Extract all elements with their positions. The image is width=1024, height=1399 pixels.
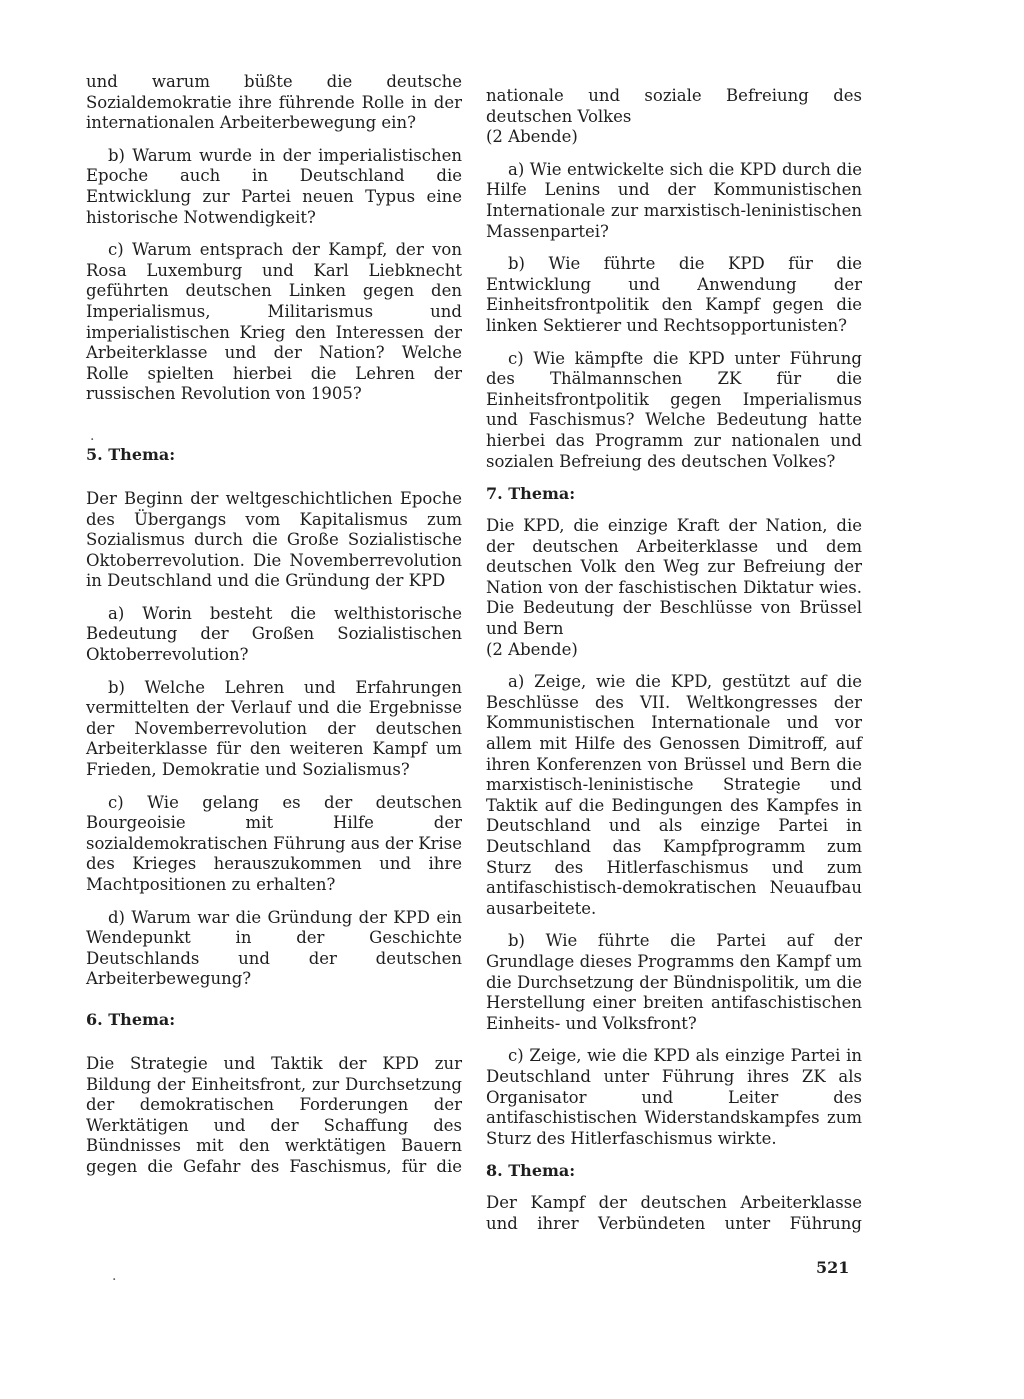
theme-7-evenings: (2 Abende) bbox=[486, 639, 578, 659]
theme-7-question-b: b) Wie führte die Partei auf der Grundlage dieses Programms den Kampf um die Durchsetzung der Bündnispolitik, um die Herstellung einer breiten antifaschistischen Einheits- und Volksfront? bbox=[486, 931, 862, 1033]
page-number: 521 bbox=[816, 1258, 850, 1277]
print-speck: · bbox=[90, 432, 95, 448]
theme-6-evenings: (2 Abende) bbox=[486, 127, 578, 147]
theme-5-question-d: d) Warum war die Gründung der KPD ein Wendepunkt in der Geschichte Deutschlands und der deutschen Arbeiterbewegung? bbox=[86, 907, 462, 989]
theme-8-title: Der Kampf der deutschen Arbeiterklasse und ihrer Verbündeten unter Führung bbox=[486, 1193, 862, 1233]
question-c: c) Warum entsprach der Kampf, der von Rosa Luxemburg und Karl Liebknecht geführten deutschen Linken gegen den Imperialismus, Militarismus und imperialistischen Krieg den Interessen der Arbeiterklasse und der Nation? Welche Rolle spielten hierbei die Lehren der russischen Revolution von 1905? bbox=[86, 240, 462, 404]
theme-5-heading: 5. Thema: bbox=[86, 444, 176, 464]
theme-7-heading: 7. Thema: bbox=[486, 484, 576, 504]
right-column bbox=[486, 86, 862, 1247]
question-b: b) Warum wurde in der imperialistischen Epoche auch in Deutschland die Entwicklung zur Partei neuen Typus eine historische Notwendigkeit? bbox=[86, 145, 462, 227]
theme-6-heading: 6. Thema: bbox=[86, 1009, 176, 1029]
theme-5-question-c: c) Wie gelang es der deutschen Bourgeoisie mit Hilfe der sozialdemokratischen Führung aus der Krise des Krieges herauszukommen und ihre Machtpositionen zu erhalten? bbox=[86, 792, 463, 894]
theme-6-question-c: c) Wie kämpfte die KPD unter Führung des Thälmannschen ZK für die Einheitsfrontpolitik gegen Imperialismus und Faschismus? Welche Bedeutung hatte hierbei das Programm zur nationalen und sozialen Befreiung des deutschen Volkes? bbox=[486, 348, 862, 471]
continued-question: und warum büßte die deutsche Sozialdemokratie ihre führende Rolle in der internationalen Arbeiterbewegung ein? bbox=[86, 72, 462, 133]
theme-5-question-b: b) Welche Lehren und Erfahrungen vermittelten der Verlauf und die Ergebnisse der Novemberrevolution der deutschen Arbeiterklasse für den weiteren Kampf um Frieden, Demokratie und Sozialismus? bbox=[86, 677, 462, 780]
theme-5-title: Der Beginn der weltgeschichtlichen Epoche des Übergangs vom Kapitalismus zum Sozialismus durch die Große Sozialistische Oktoberrevolution. Die Novemberrevolution in Deutschland und die Gründung der KPD bbox=[86, 488, 462, 591]
theme-6-title: Die Strategie und Taktik der KPD zur Bildung der Einheitsfront, zur Durchsetzung der demokratischen Forderungen der Werktätigen und der Schaffung des Bündnisses mit den werktätigen Bauern gegen die Gefahr des Faschismus, für die bbox=[86, 1053, 462, 1176]
print-speck: · bbox=[112, 1272, 117, 1288]
theme-7-title: Die KPD, die einzige Kraft der Nation, die der deutschen Arbeiterklasse und dem deutschen Volk den Weg zur Befreiung der Nation von der faschistischen Diktatur wies. Die Bedeutung der Beschlüsse von Brüssel und Bern bbox=[486, 516, 862, 639]
theme-7-question-c: c) Zeige, wie die KPD als einzige Partei in Deutschland unter Führung ihres ZK als Organisator und Leiter des antifaschistischen Widerstandskampfes zum Sturz des Hitlerfaschismus wirkte. bbox=[486, 1046, 862, 1148]
theme-6-question-b: b) Wie führte die KPD für die Entwicklung und Anwendung der Einheitsfrontpolitik den Kampf gegen die linken Sektierer und Rechtsopportunisten? bbox=[486, 254, 862, 335]
theme-6-question-a: a) Wie entwickelte sich die KPD durch die Hilfe Lenins und der Kommunistischen Internationale zur marxistisch-leninistischen Massenpartei? bbox=[486, 159, 862, 241]
left-column bbox=[86, 72, 462, 1190]
theme-8-heading: 8. Thema: bbox=[486, 1161, 576, 1181]
theme-6-title-continued: nationale und soziale Befreiung des deutschen Volkes bbox=[486, 86, 862, 126]
theme-5-question-a: a) Worin besteht die welthistorische Bedeutung der Großen Sozialistischen Oktoberrevolution? bbox=[86, 603, 462, 665]
theme-7-question-a: a) Zeige, wie die KPD, gestützt auf die Beschlüsse des VII. Weltkongresses der Kommunistischen Internationale und vor allem mit Hilfe des Genossen Dimitroff, auf ihren Konferenzen von Brüssel und Bern die marxistisch-leninistische Strategie und Taktik auf die Bedingungen des Kampfes in Deutschland und als einzige Partei in Deutschland das Kampfprogramm zum Sturz des Hitlerfaschismus und zum antifaschistisch-demokratischen Neuaufbau ausarbeitete. bbox=[486, 672, 862, 918]
